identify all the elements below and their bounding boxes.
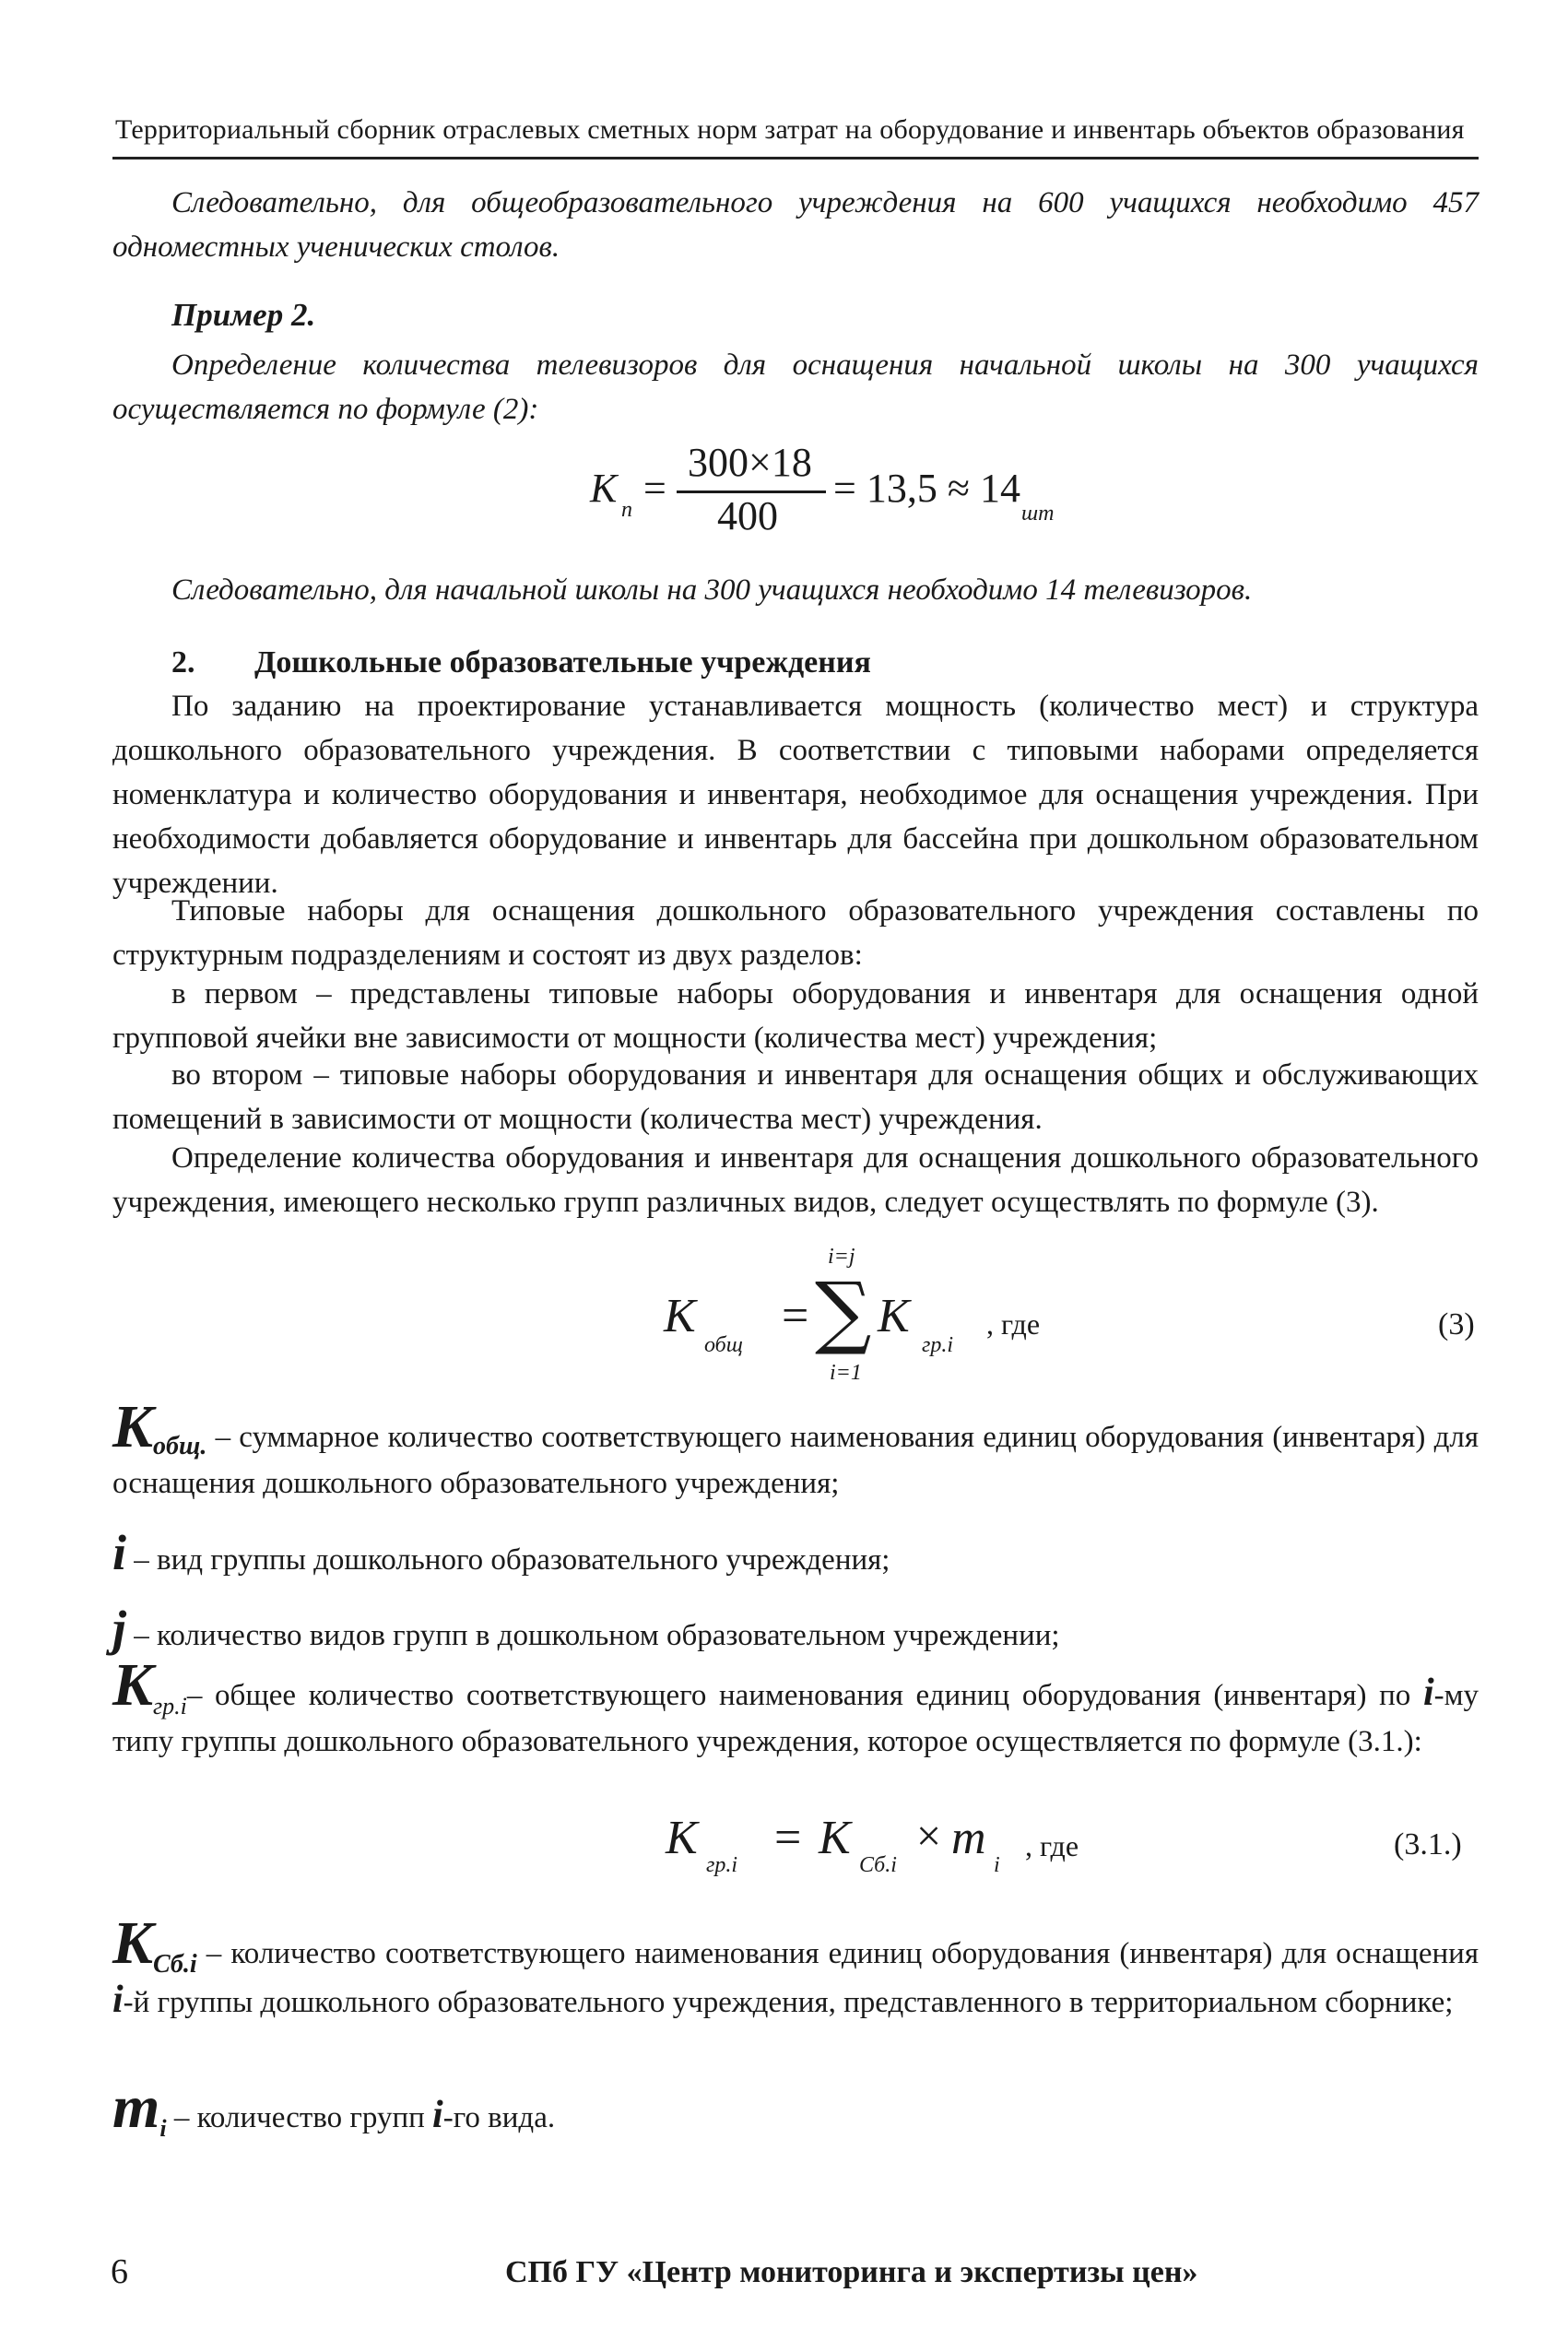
- example2-intro: Определение количества телевизоров для оснащения начальной школы на 300 учащихся осуществляется по формуле (2):: [112, 349, 1479, 426]
- section2-paragraph-5: Определение количества оборудования и инвентаря для оснащения дошкольного образовательного учреждения, имеющего несколько групп различных видов, следует осуществлять по формуле (3).: [112, 1141, 1479, 1219]
- formula3-lhs-sub: общ: [704, 1333, 743, 1357]
- example2-conclusion: Следовательно, для начальной школы на 300 учащихся необходимо 14 телевизоров.: [171, 573, 1253, 607]
- header-rule: [112, 157, 1479, 160]
- section2-paragraph-3: в первом – представлены типовые наборы оборудования и инвентаря для оснащения одной групповой ячейки вне зависимости от мощности (количества мест) учреждения;: [112, 977, 1479, 1055]
- formula-2: K n = 300×18 400 = 13,5 ≈ 14 шт: [590, 440, 1055, 538]
- section2-heading: [171, 645, 871, 680]
- formula2-unit: шт: [1021, 502, 1055, 526]
- definition-k-total: $K_{общ.}$ – суммарное количество соответствующего наименования единиц оборудования (инвентаря) для оснащения дошкольного образовательного учреждения;: [112, 1393, 1480, 1500]
- section2-paragraph-4: во втором – типовые наборы оборудования и инвентаря для оснащения общих и обслуживающих помещений в зависимости от мощности (количества мест) учреждения.: [112, 1058, 1479, 1136]
- section2-number: 2.: [171, 645, 195, 680]
- page-number: 6: [111, 2252, 128, 2291]
- formula-3: K общ = i=j ∑ i=1 K гр.i , где: [664, 1245, 1041, 1385]
- formula31-lhs: K: [666, 1812, 698, 1864]
- formula3-lhs: K: [664, 1290, 696, 1342]
- formula3-rhs-sub: гр.i: [922, 1333, 954, 1357]
- formula31-rhs2-sub: i: [994, 1853, 1000, 1877]
- formula31-rhs1: K: [819, 1812, 851, 1864]
- section2-paragraph-2: Типовые наборы для оснащения дошкольного образовательного учреждения составлены по структурным подразделениям и состоят из двух разделов:: [112, 894, 1479, 972]
- definition-k-group: $K_{гр.i}-$ общее количество соответствующего наименования единиц оборудования (инвентаря) по i-му типу группы дошкольного образовательного учреждения, которое осуществляется по формуле (3.1.):: [112, 1651, 1480, 1758]
- formula3-sum-top: i=j: [828, 1245, 855, 1269]
- formula2-denominator: 400: [717, 493, 778, 538]
- formula2-lhs: K: [590, 466, 618, 511]
- definition-m: $m_i$ – количество групп i-го вида.: [112, 2074, 556, 2142]
- formula31-rhs2: m: [951, 1812, 986, 1864]
- running-header: Территориальный сборник отраслевых сметных норм затрат на оборудование и инвентарь объектов образования: [115, 114, 1465, 145]
- formula2-numerator: 300×18: [688, 440, 812, 485]
- symbol-k-sb: K: [112, 1909, 154, 1977]
- section2-title: Дошкольные образовательные учреждения: [254, 645, 871, 680]
- summation-sign: ∑: [815, 1266, 872, 1358]
- formula3-rhs: K: [878, 1290, 910, 1342]
- formula31-where: , где: [1025, 1829, 1079, 1862]
- symbol-i: i: [112, 1525, 127, 1580]
- formula2-result: = 13,5 ≈ 14: [833, 466, 1020, 511]
- symbol-k-total: K: [112, 1393, 154, 1460]
- definition-j: j – количество видов групп в дошкольном образовательном учреждении;: [112, 1601, 1060, 1656]
- example2-title: Пример 2.: [171, 297, 316, 333]
- definition-i: i – вид группы дошкольного образовательного учреждения;: [112, 1525, 890, 1580]
- symbol-m: m: [112, 2074, 160, 2141]
- formula3-where: , где: [986, 1307, 1041, 1341]
- symbol-k-group: K: [112, 1651, 154, 1719]
- equation-number-3-1: (3.1.): [1394, 1827, 1462, 1861]
- footer-organization: СПб ГУ «Центр мониторинга и экспертизы цен»: [505, 2255, 1198, 2289]
- equation-number-3: (3): [1438, 1307, 1475, 1341]
- symbol-j: j: [112, 1601, 127, 1656]
- formula3-sum-bottom: i=1: [830, 1361, 862, 1385]
- formula31-rhs1-sub: Сб.i: [859, 1853, 897, 1877]
- formula31-lhs-sub: гр.i: [706, 1853, 738, 1877]
- definition-k-sb: $K_{Сб.i}$ – количество соответствующего наименования единиц оборудования (инвентаря) для оснащения i-й группы дошкольного образовательного учреждения, представленного в территориальном сборнике;: [112, 1909, 1480, 2021]
- section2-paragraph-1: По заданию на проектирование устанавливается мощность (количество мест) и структура дошкольного образовательного учреждения. В соответствии с типовыми наборами определяется номенклатура и количество оборудования и инвентаря, необходимое для оснащения учреждения. При необходимости добавляется оборудование и инвентарь для бассейна при дошкольном образовательном учреждении.: [112, 690, 1479, 900]
- formula2-lhs-sub: n: [621, 498, 632, 522]
- example1-conclusion: Следовательно, для общеобразовательного учреждения на 600 учащихся необходимо 457 одноместных ученических столов.: [112, 186, 1479, 264]
- formula-3-1: K гр.i = K Сб.i × m i , где: [666, 1812, 1079, 1877]
